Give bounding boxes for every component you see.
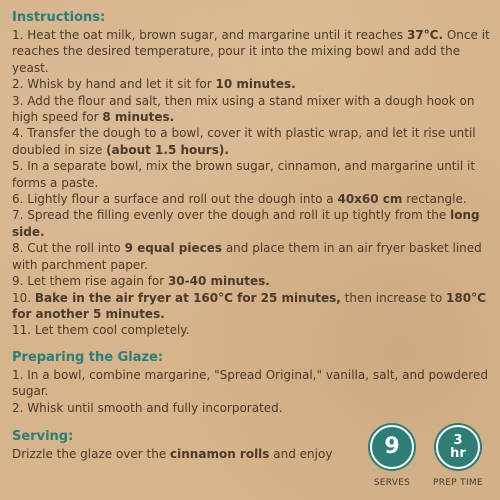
serves-badge bbox=[362, 425, 422, 488]
step-emphasis: 40x60 cm bbox=[337, 192, 403, 207]
glaze-list bbox=[12, 367, 496, 416]
step-text: 11. Let them cool completely. bbox=[12, 323, 190, 338]
step-item bbox=[12, 93, 496, 126]
step-item bbox=[12, 290, 496, 323]
step-emphasis: Bake in the air fryer at 160°C for 25 minutes, bbox=[34, 290, 341, 305]
step-item bbox=[12, 400, 496, 416]
step-emphasis: 10 minutes. bbox=[215, 77, 296, 92]
step-item bbox=[12, 158, 496, 191]
glaze-heading: Preparing the Glaze: bbox=[12, 349, 164, 365]
recipe-content bbox=[12, 9, 496, 462]
serves-value: 9 bbox=[384, 434, 400, 459]
serving-heading: Serving: bbox=[12, 428, 74, 444]
step-emphasis: cinnamon rolls bbox=[170, 446, 270, 461]
step-text: 1. Heat the oat milk, brown sugar, and margarine until it reaches bbox=[12, 28, 407, 42]
step-text: 8. Cut the roll into bbox=[12, 241, 125, 256]
step-emphasis: (about 1.5 hours). bbox=[106, 142, 229, 157]
serves-circle bbox=[370, 425, 414, 469]
step-text: and place them in an air fryer basket lined with parchment paper. bbox=[12, 241, 482, 272]
step-item bbox=[12, 367, 496, 400]
step-text: Once it reaches the desired temperature, pour it into the mixing bowl and add the yeast. bbox=[12, 28, 490, 75]
instructions-heading: Instructions: bbox=[12, 10, 106, 25]
step-text: rectangle. bbox=[402, 192, 467, 207]
step-text: 6. Lightly flour a surface and roll out the dough into a bbox=[12, 192, 338, 207]
step-emphasis: 180°C for another 5 minutes. bbox=[12, 290, 486, 321]
instructions-list bbox=[12, 27, 496, 339]
step-item bbox=[12, 207, 496, 240]
step-text: 5. In a separate bowl, mix the brown sugar, cinnamon, and margarine until it forms a paste. bbox=[12, 159, 476, 190]
step-text: Drizzle the glaze over the bbox=[12, 446, 171, 461]
step-emphasis: long side. bbox=[12, 208, 480, 239]
serving-list bbox=[12, 446, 496, 462]
step-text: and enjoy bbox=[269, 446, 333, 461]
step-text: 9. Let them rise again for bbox=[12, 274, 168, 289]
prep-time-value: 3 bbox=[453, 433, 463, 448]
step-item bbox=[12, 191, 496, 207]
prep-time-unit: hr bbox=[450, 446, 466, 461]
step-text: 10. bbox=[12, 290, 35, 305]
step-text: 1. In a bowl, combine margarine, "Spread Original," vanilla, salt, and powdered sugar. bbox=[12, 367, 488, 399]
step-emphasis: 9 equal pieces bbox=[124, 241, 223, 256]
step-text: 7. Spread the filling evenly over the dough and roll it up tightly from the bbox=[12, 208, 451, 223]
prep-time-badge bbox=[428, 425, 488, 488]
step-emphasis: 30-40 minutes. bbox=[167, 274, 270, 289]
step-text: 2. Whisk by hand and let it sit for bbox=[12, 77, 216, 92]
prep-time-label: PREP TIME bbox=[433, 478, 483, 488]
step-emphasis: 8 minutes. bbox=[102, 110, 175, 125]
step-item bbox=[12, 27, 496, 76]
step-text: 3. Add the flour and salt, then mix using a stand mixer with a dough hook on high speed for bbox=[12, 93, 475, 125]
step-item bbox=[12, 273, 496, 289]
step-item bbox=[12, 322, 496, 338]
step-emphasis: 37°C. bbox=[406, 28, 444, 42]
prep-time-circle bbox=[436, 425, 480, 469]
step-text: 2. Whisk until smooth and fully incorporated. bbox=[12, 400, 283, 415]
step-item bbox=[12, 125, 496, 158]
step-text: then increase to bbox=[340, 290, 447, 305]
step-item bbox=[12, 446, 496, 462]
step-text: 4. Transfer the dough to a bowl, cover it with plastic wrap, and let it rise until doubled in size bbox=[12, 126, 476, 157]
step-item bbox=[12, 76, 496, 92]
step-item bbox=[12, 240, 496, 273]
serves-label: SERVES bbox=[373, 478, 411, 488]
